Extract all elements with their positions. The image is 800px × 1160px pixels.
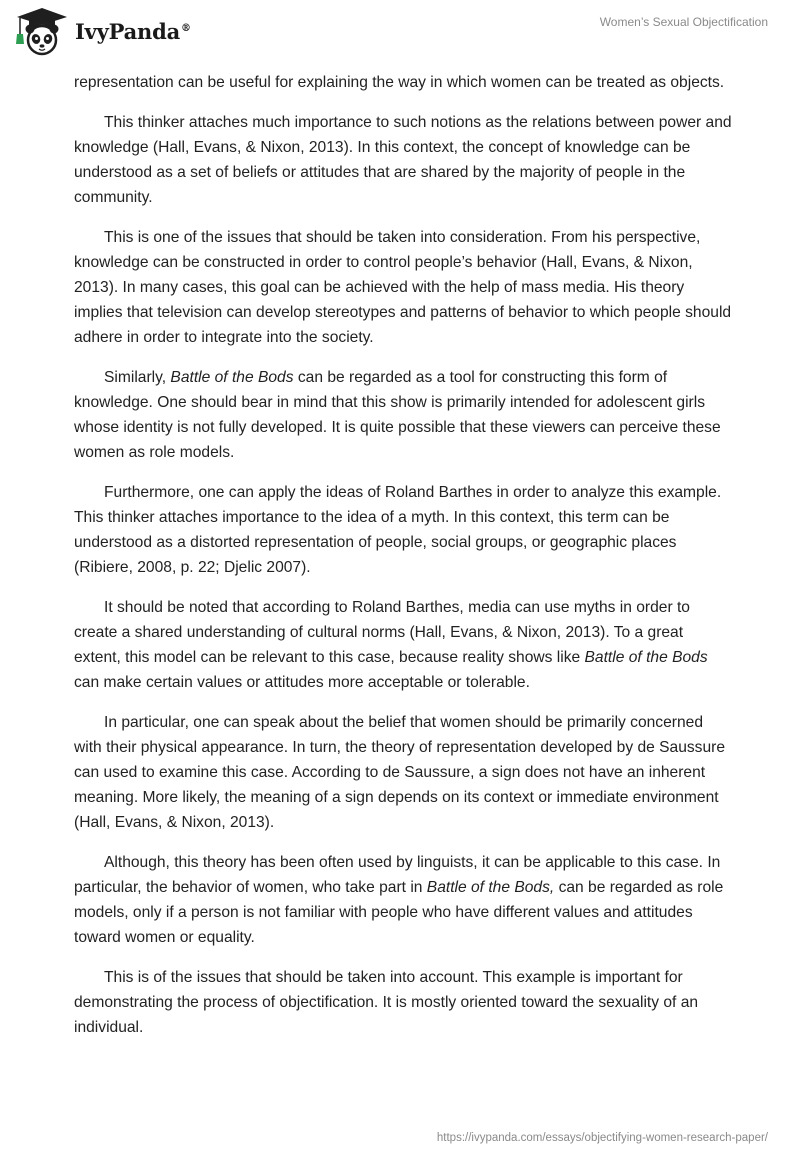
paragraph-text: can be regarded as a tool for constructing this form of knowledge. One should bear in mind that this show is primarily intended for adolescent girls whose identity is not fully developed. It is quite possible that these viewers can perceive these women as role models. xyxy=(74,369,721,461)
body-paragraph xyxy=(74,965,732,1040)
paragraph-text: Furthermore, one can apply the ideas of Roland Barthes in order to analyze this example. This thinker attaches importance to the idea of a myth. In this context, this term can be understood as a distorted representation of people, social groups, or geographic places (Ribiere, 2008, p. 22; Djelic 2007). xyxy=(74,484,722,576)
paragraph-text: representation can be useful for explaining the way in which women can be treated as objects. xyxy=(74,74,725,91)
paragraph-text: Although, this theory has been often used by linguists, it can be applicable to this case. In particular, the behavior of women, who take part in xyxy=(74,854,721,896)
paragraph-text: Similarly, xyxy=(104,369,171,386)
body-paragraph xyxy=(74,480,732,580)
paragraph-text: can make certain values or attitudes more acceptable or tolerable. xyxy=(74,674,530,691)
body-paragraph xyxy=(74,110,732,210)
paragraph-text: It should be noted that according to Roland Barthes, media can use myths in order to create a shared understanding of cultural norms (Hall, Evans, & Nixon, 2013). To a great extent, this model can be relevant to this case, because reality shows like xyxy=(74,599,690,666)
body-paragraph xyxy=(74,225,732,350)
page-header xyxy=(0,0,800,64)
italic-title: Battle of the Bods xyxy=(170,369,294,386)
paragraph-text: This is of the issues that should be taken into account. This example is important for demonstrating the process of objectification. It is mostly oriented toward the sexuality of an individual. xyxy=(74,969,699,1036)
source-url[interactable]: https://ivypanda.com/essays/objectifying-women-research-paper/ xyxy=(436,1132,768,1144)
paragraph-text: can be regarded as role models, only if a person is not familiar with people who have different values and attitudes toward women or equality. xyxy=(74,879,724,946)
document-title: Women’s Sexual Objectification xyxy=(599,15,768,29)
italic-title: Battle of the Bods, xyxy=(426,879,555,896)
paragraph-text: This thinker attaches much importance to such notions as the relations between power and knowledge (Hall, Evans, & Nixon, 2013). In this context, the concept of knowledge can be understood as a set of beliefs or attitudes that are shared by the majority of people in the community. xyxy=(74,114,732,206)
body-paragraph xyxy=(74,70,732,95)
body-paragraph xyxy=(74,595,732,695)
logo-wordmark: IvyPanda® xyxy=(75,18,191,44)
body-paragraph xyxy=(74,365,732,465)
paragraph-text: This is one of the issues that should be taken into consideration. From his perspective, knowledge can be constructed in order to control people’s behavior (Hall, Evans, & Nixon, 2013). In many cases, this goal can be achieved with the help of mass media. His theory implies that television can develop stereotypes and patterns of behavior to which people should adhere in order to integrate into the society. xyxy=(74,229,732,346)
ivypanda-logo[interactable] xyxy=(15,6,191,56)
body-paragraph xyxy=(74,710,732,835)
panda-graduate-icon xyxy=(15,6,69,56)
paragraph-text: In particular, one can speak about the belief that women should be primarily concerned with their physical appearance. In turn, the theory of representation developed by de Saussure can used to examine this case. According to de Saussure, a sign does not have an inherent meaning. More likely, the meaning of a sign depends on its context or immediate environment (Hall, Evans, & Nixon, 2013). xyxy=(74,714,726,831)
italic-title: Battle of the Bods xyxy=(584,649,708,666)
essay-body xyxy=(74,70,732,1055)
body-paragraph xyxy=(74,850,732,950)
